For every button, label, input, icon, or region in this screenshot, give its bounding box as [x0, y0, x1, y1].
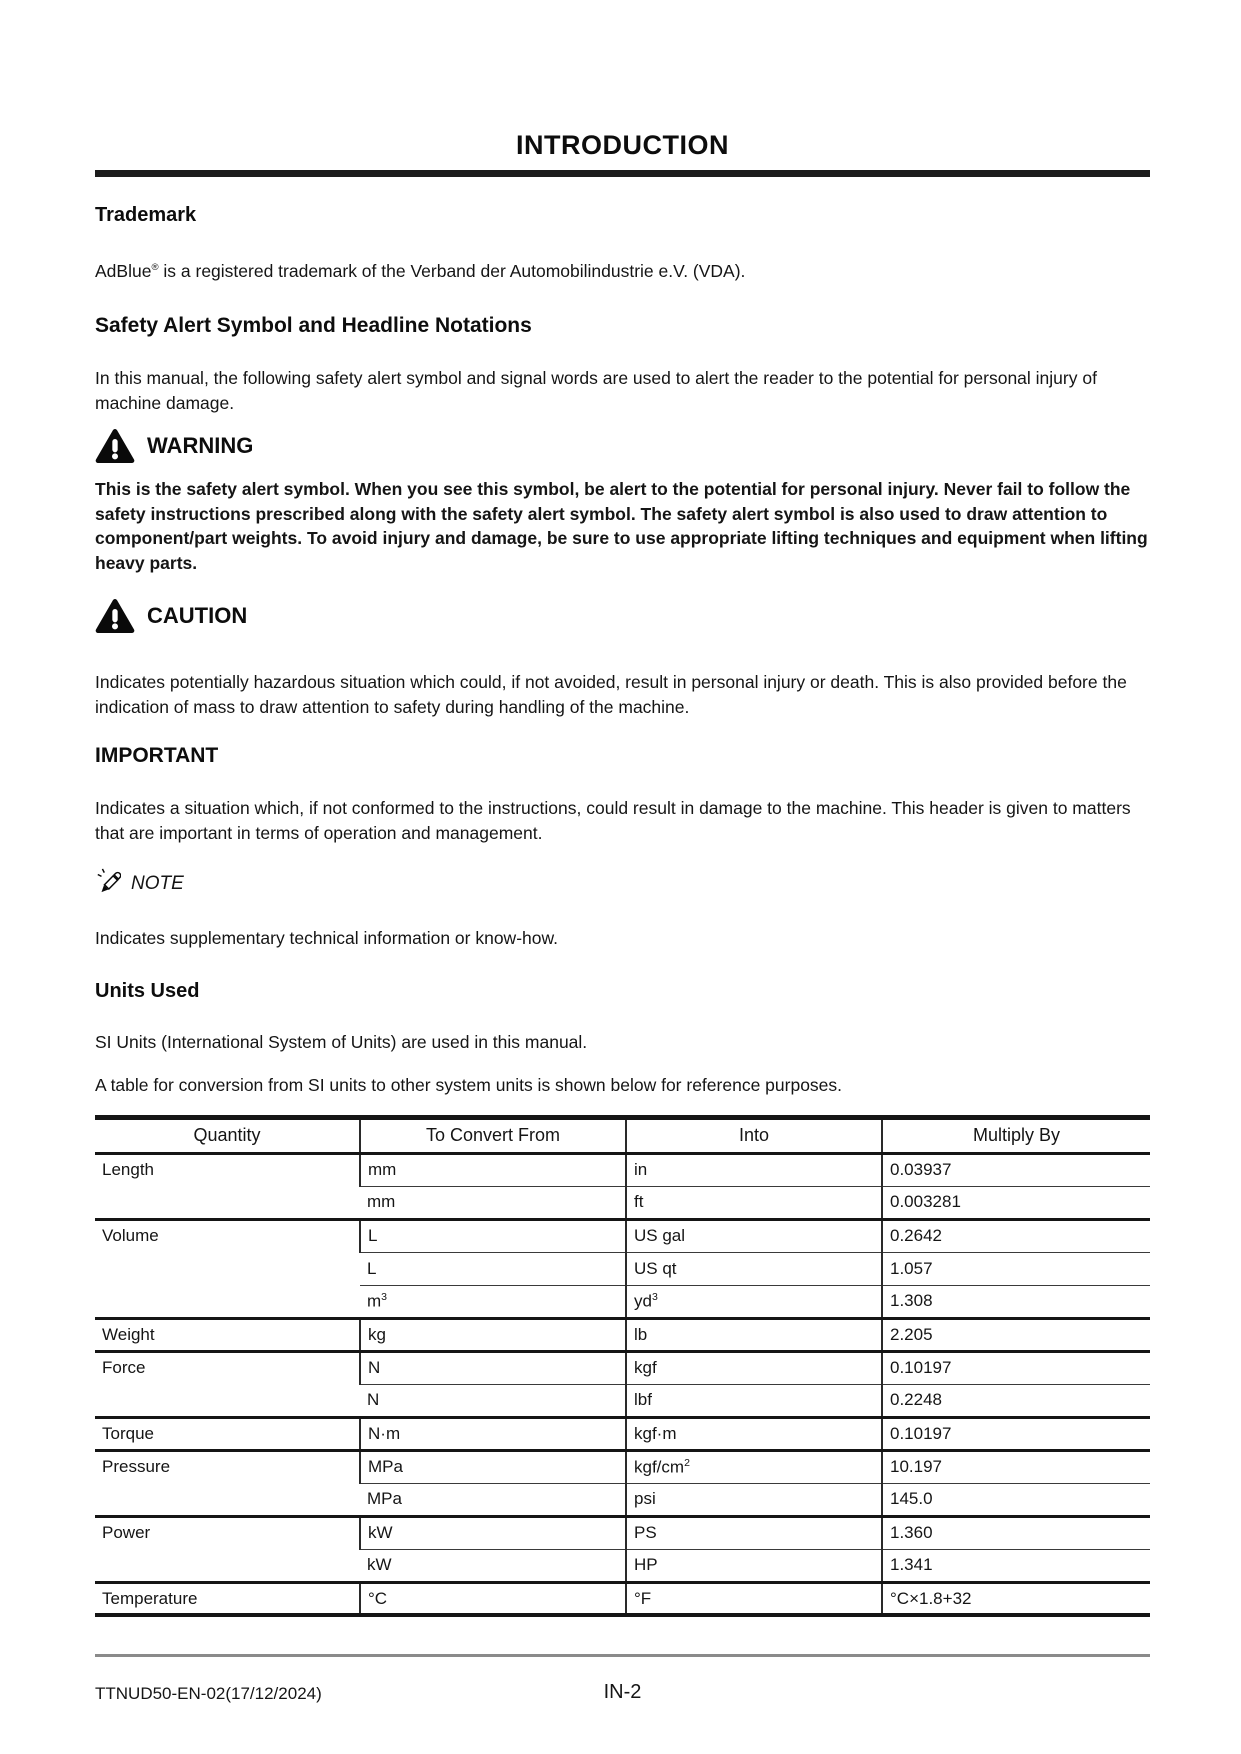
registered-mark: ® — [151, 262, 159, 273]
page-content — [95, 0, 1150, 1707]
col-header-quantity: Quantity — [95, 1117, 360, 1153]
footer-page-number: IN-2 — [603, 1681, 642, 1704]
warning-signal-row — [95, 428, 1150, 464]
heading-trademark: Trademark — [95, 204, 197, 226]
units-paragraph-1: SI Units (International System of Units) are used in this manual. — [95, 1031, 588, 1052]
col-header-multiply-by: Multiply By — [882, 1117, 1150, 1153]
heading-safety-alert: Safety Alert Symbol and Headline Notations — [95, 314, 532, 338]
trademark-text-base: AdBlue — [95, 260, 152, 281]
table-row: Power kW PS 1.360 — [95, 1516, 1150, 1549]
table-row: Weight kg lb 2.205 — [95, 1318, 1150, 1351]
warning-label: WARNING — [147, 433, 254, 459]
note-body: Indicates supplementary technical information or know-how. — [95, 928, 559, 949]
trademark-text-rest: is a registered trademark of the Verband der Automobilindustrie e.V. (VDA). — [158, 260, 746, 281]
pencil-icon — [95, 867, 121, 900]
table-row: Length mm in 0.03937 — [95, 1153, 1150, 1186]
important-body: Indicates a situation which, if not conformed to the instructions, could result in damage to the machine. This header is given to matters that are important in terms of operation and management. — [95, 798, 1131, 843]
table-row: L US qt 1.057 — [95, 1252, 1150, 1285]
table-header-row — [95, 1117, 1150, 1153]
table-row: $m^3$ $yd^3$ 1.308 — [95, 1285, 1150, 1318]
caution-label: CAUTION — [147, 603, 248, 629]
warning-triangle-icon — [95, 428, 135, 464]
table-row: kW HP 1.341 — [95, 1549, 1150, 1582]
units-paragraph-2: A table for conversion from SI units to other system units is shown below for reference purposes. — [95, 1075, 843, 1096]
page-footer — [95, 1681, 1150, 1707]
col-header-into: Into — [626, 1117, 882, 1153]
table-row: Torque N·m kgf·m 0.10197 — [95, 1417, 1150, 1450]
conversion-table — [95, 1115, 1150, 1618]
caution-body: Indicates potentially hazardous situation which could, if not avoided, result in personal injury or death. This is also provided before the indication of mass to draw attention to safety during handling of the machine. — [95, 672, 1127, 717]
table-row: N lbf 0.2248 — [95, 1384, 1150, 1417]
caution-signal-row — [95, 598, 1150, 634]
footer-doc-code: TTNUD50-EN-02(17/12/2024) — [95, 1684, 322, 1704]
table-row: Force N kgf 0.10197 — [95, 1351, 1150, 1384]
title-divider — [95, 170, 1150, 177]
heading-important: IMPORTANT — [95, 744, 219, 768]
page-title: INTRODUCTION — [516, 130, 729, 160]
heading-units-used: Units Used — [95, 979, 200, 1002]
warning-body: This is the safety alert symbol. When you see this symbol, be alert to the potential for personal injury. Never fail to follow the safety instructions prescribed along with the safety alert symbol. The safety alert symbol is also used to draw attention to component/part weights. To avoid injury and damage, be sure to use appropriate lifting techniques and equipment when lifting heavy parts. — [95, 479, 1148, 573]
table-row: Temperature °C °F °C×1.8+32 — [95, 1582, 1150, 1615]
trademark-paragraph — [95, 256, 1150, 283]
note-row — [95, 867, 1150, 900]
col-header-to-convert-from: To Convert From — [360, 1117, 626, 1153]
table-row: mm ft 0.003281 — [95, 1186, 1150, 1219]
table-row: Pressure MPa kgf/$cm^2$ 10.197 — [95, 1450, 1150, 1483]
table-row: MPa psi 145.0 — [95, 1483, 1150, 1516]
note-label: NOTE — [131, 872, 184, 894]
caution-triangle-icon — [95, 598, 135, 634]
footer-divider — [95, 1654, 1150, 1657]
table-row: Volume L US gal 0.2642 — [95, 1219, 1150, 1252]
safety-intro-paragraph: In this manual, the following safety alert symbol and signal words are used to alert the reader to the potential for personal injury of machine damage. — [95, 368, 1097, 413]
